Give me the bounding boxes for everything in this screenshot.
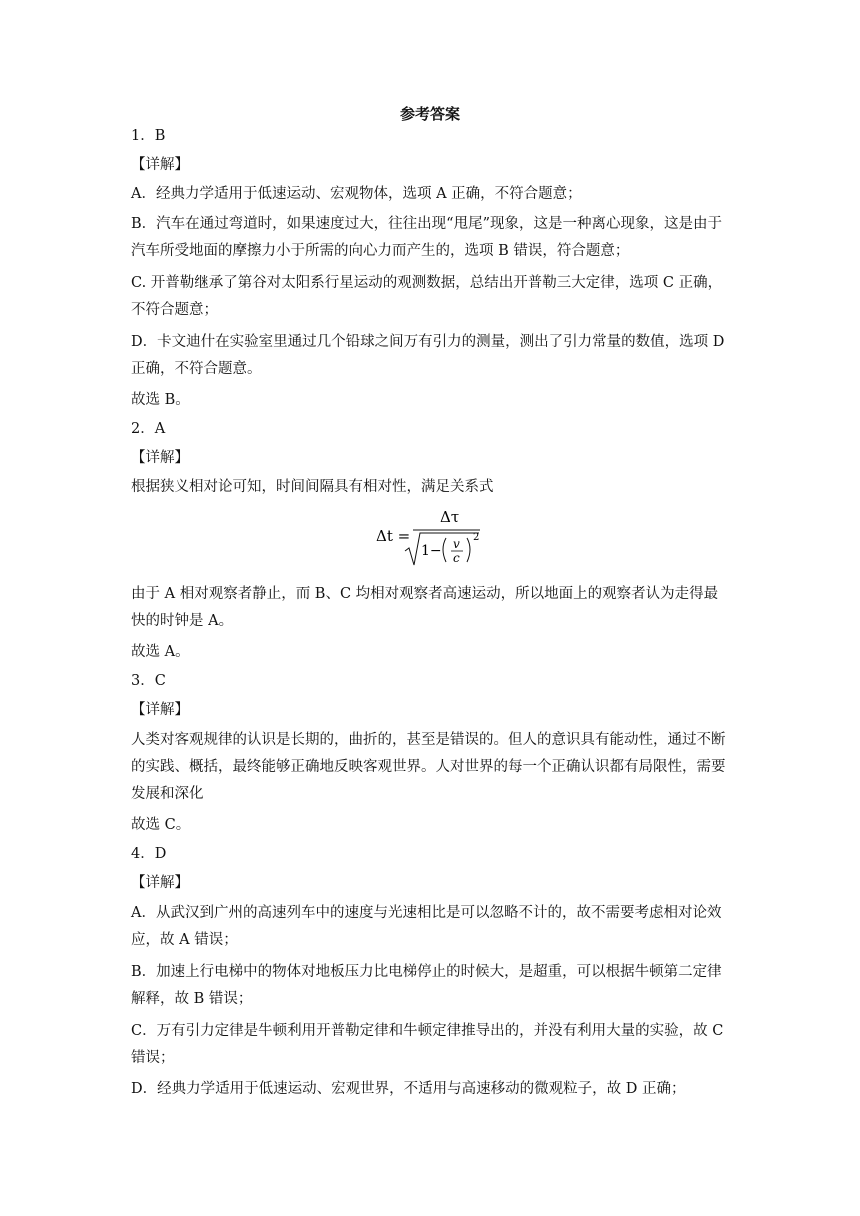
q2-heading: 【详解】 bbox=[131, 450, 189, 466]
q1-heading: 【详解】 bbox=[131, 157, 189, 173]
formula-lhs: Δt = bbox=[376, 527, 411, 545]
formula-v: v bbox=[453, 537, 460, 551]
q1-option-c: C. 开普勒继承了第谷对太阳系行星运动的观测数据，总结出开普勒三大定律，选项 C 正确，不符合题意； bbox=[131, 275, 723, 318]
q3-heading: 【详解】 bbox=[131, 702, 189, 718]
q1-conclusion: 故选 B。 bbox=[131, 392, 190, 408]
q4-option-c: C．万有引力定律是牛顿利用开普勒定律和牛顿定律推导出的，并没有利用大量的实验，故 C 错误； bbox=[131, 1023, 724, 1066]
answer-content bbox=[131, 124, 729, 1106]
q1-option-b: B．汽车在通过弯道时，如果速度过大，往往出现“甩尾”现象，这是一种离心现象，这是由于汽车所受地面的摩擦力小于所需的向心力而产生的，选项 B 错误，符合题意； bbox=[131, 216, 722, 259]
page-title: 参考答案 bbox=[399, 105, 460, 123]
q2-intro: 根据狭义相对论可知，时间间隔具有相对性，满足关系式 bbox=[131, 479, 494, 495]
time-dilation-formula bbox=[131, 505, 729, 569]
q2-conclusion: 故选 A。 bbox=[131, 644, 190, 660]
q3-answer: 3．C bbox=[131, 673, 166, 689]
formula-numerator: Δτ bbox=[440, 508, 460, 526]
q4-answer: 4．D bbox=[131, 846, 167, 862]
formula-one-minus: 1− bbox=[421, 543, 442, 559]
q1-option-a: A．经典力学适用于低速运动、宏观物体，选项 A 正确，不符合题意； bbox=[131, 186, 582, 202]
q1-answer: 1．B bbox=[131, 128, 166, 144]
q3-text: 人类对客观规律的认识是长期的，曲折的，甚至是错误的。但人的意识具有能动性，通过不断的实践、概括，最终能够正确地反映客观世界。人对世界的每一个正确认识都有局限性，需要发展和深化 bbox=[131, 732, 726, 802]
formula-exponent: 2 bbox=[473, 532, 480, 543]
q3-conclusion: 故选 C。 bbox=[131, 817, 191, 833]
q4-option-d: D．经典力学适用于低速运动、宏观世界，不适用与高速移动的微观粒子，故 D 正确； bbox=[131, 1081, 686, 1097]
q4-option-b: B．加速上行电梯中的物体对地板压力比电梯停止的时候大，是超重，可以根据牛顿第二定律解释，故 B 错误； bbox=[131, 964, 722, 1007]
q4-heading: 【详解】 bbox=[131, 875, 189, 891]
q2-explanation: 由于 A 相对观察者静止，而 B、C 均相对观察者高速运动，所以地面上的观察者认为走得最快的时钟是 A。 bbox=[131, 586, 719, 629]
formula-svg bbox=[374, 505, 486, 569]
q4-option-a: A．从武汉到广州的高速列车中的速度与光速相比是可以忽略不计的，故不需要考虑相对论效应，故 A 错误； bbox=[131, 905, 722, 948]
formula-c: c bbox=[453, 551, 460, 565]
right-paren bbox=[467, 538, 470, 562]
q2-answer: 2．A bbox=[131, 421, 166, 437]
q1-option-d: D．卡文迪什在实验室里通过几个铅球之间万有引力的测量，测出了引力常量的数值，选项 D 正确，不符合题意。 bbox=[131, 334, 725, 377]
left-paren bbox=[443, 538, 446, 562]
